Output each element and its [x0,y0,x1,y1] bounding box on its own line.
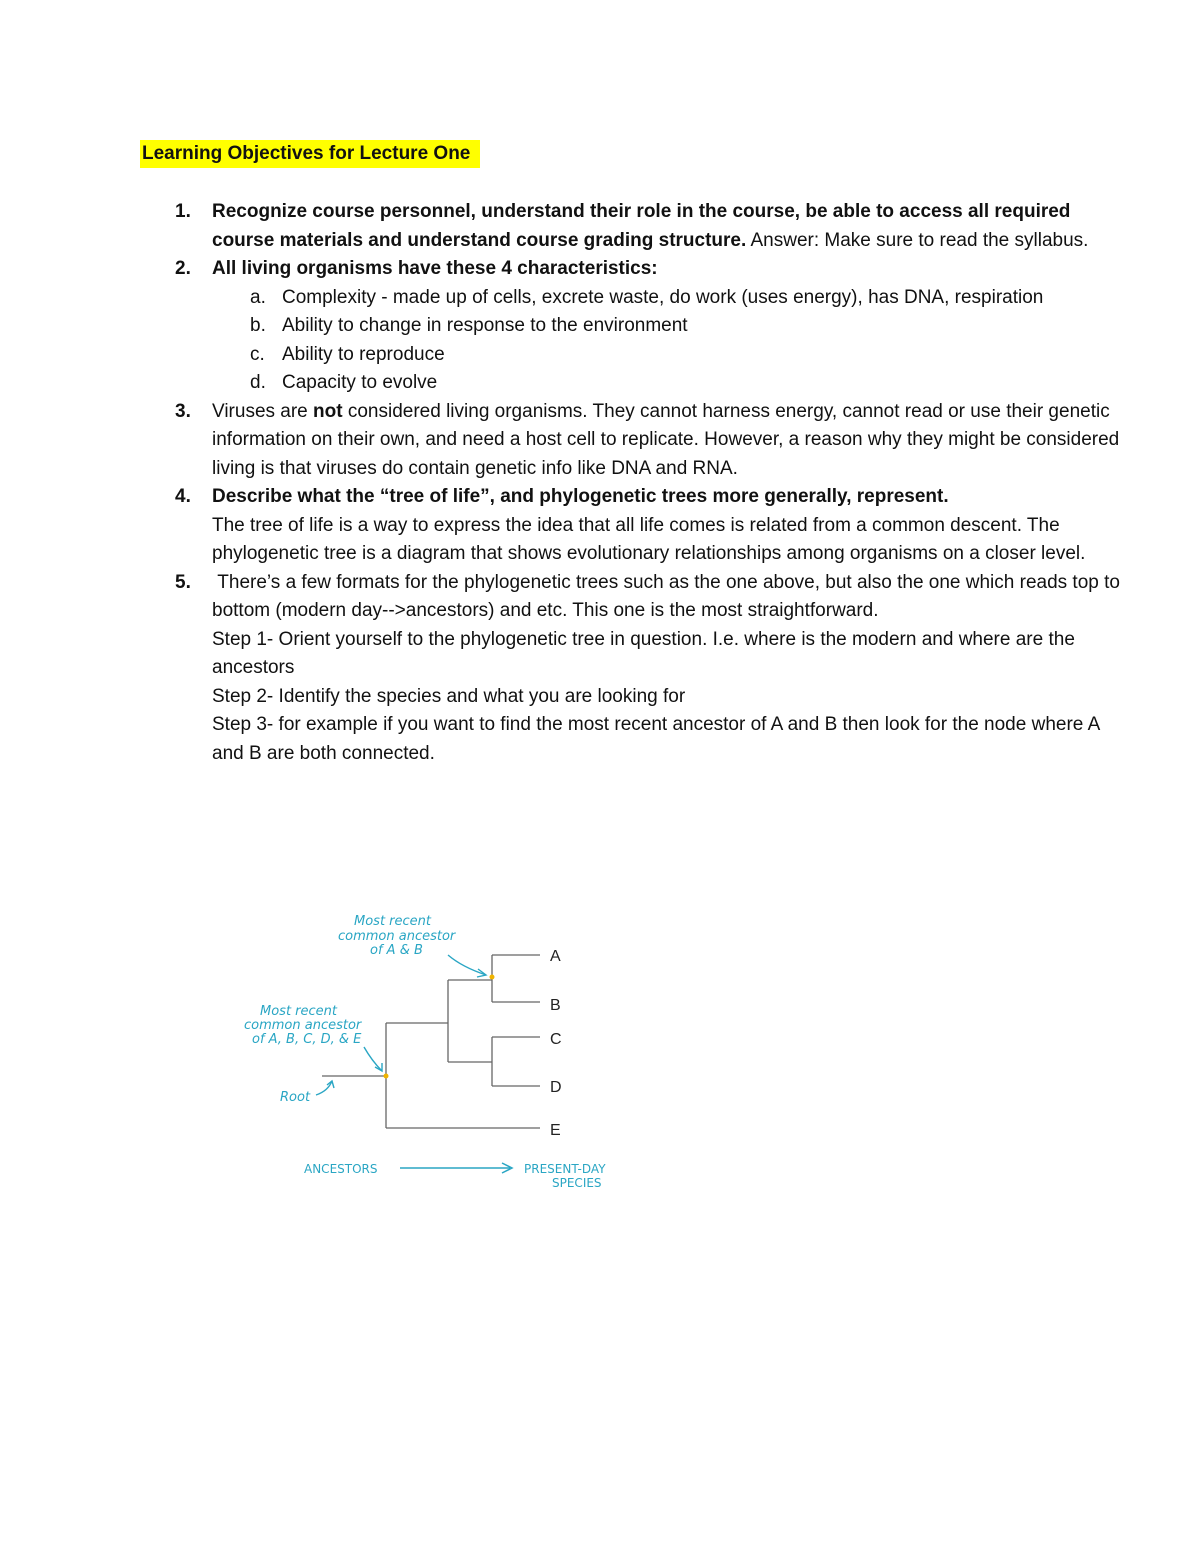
sublist-item [212,284,1130,313]
item-heading: All living organisms have these 4 characteristics: [212,258,658,279]
annotation-root [280,1081,334,1105]
item-text: Answer: Make sure to read the syllabus. [746,229,1089,251]
sublist-item [212,312,1130,341]
annotation-line: of A & B [370,943,423,958]
annotation-line: of A, B, C, D, & E [252,1032,362,1047]
page-title: Learning Objectives for Lecture One [140,140,480,168]
list-item [140,198,1130,255]
item-number: 1. [175,201,191,222]
ab-ancestor-node [490,975,495,980]
list-item [140,398,1130,484]
sub-letter: c. [250,343,265,365]
ancestors-label: ANCESTORS [304,1162,378,1176]
list-item [140,569,1130,769]
item-emphasis: not [313,400,343,422]
leaf-label-c: C [550,1031,562,1048]
list-item [140,483,1130,569]
arrow-to-ab-node [448,955,486,975]
annotation-line: Most recent [354,914,431,929]
arrow-to-root-node [364,1047,382,1071]
species-label: SPECIES [552,1176,602,1190]
item-text: considered living organisms. They cannot harness energy, cannot read or use their genetic information on their own, and need a host cell to replicate. However, a reason why they might be considered living is that viruses do contain genetic info like DNA and RNA. [212,400,1120,479]
leaf-label-a: A [550,948,561,965]
item-heading: Describe what the “tree of life”, and phylogenetic trees more generally, represent. [212,486,949,507]
root-ancestor-node [384,1074,389,1079]
item-heading: Recognize course personnel, understand their role in the course, be able to access all required course materials and understand course grading structure. [212,201,1071,251]
annotation-ab-ancestor [338,914,486,977]
item-text: Viruses are [212,400,314,422]
item-step: Step 2- Identify the species and what you are looking for [212,685,686,707]
list-item [140,255,1130,284]
item-number: 3. [175,400,191,422]
time-axis [304,1162,606,1190]
sub-text: Complexity - made up of cells, excrete waste, do work (uses energy), has DNA, respiration [282,286,1044,308]
sub-letter: d. [250,372,266,393]
item-number: 5. [175,571,191,593]
sub-text: Ability to reproduce [282,343,445,365]
sublist-item [212,369,1130,398]
annotation-root-ancestor [244,1004,382,1071]
leaf-label-b: B [550,997,561,1014]
sub-text: Ability to change in response to the environment [282,315,688,336]
item-paragraph: The tree of life is a way to express the idea that all life comes is related from a common descent. The phylogenetic tree is a diagram that shows evolutionary relationships among organisms on a closer level. [212,514,1086,564]
annotation-line: common ancestor [338,929,456,944]
sublist-item [212,341,1130,370]
item-step: Step 3- for example if you want to find the most recent ancestor of A and B then look for the node where A and B are both connected. [212,714,1100,764]
item-step: Step 1- Orient yourself to the phylogenetic tree in question. I.e. where is the modern and where are the ancestors [212,628,1075,678]
item-paragraph: There’s a few formats for the phylogenetic trees such as the one above, but also the one which reads top to bottom (modern day-->ancestors) and etc. This one is the most straightforward. [212,571,1126,621]
sub-text: Capacity to evolve [282,372,438,393]
leaf-label-d: D [550,1079,562,1096]
root-label: Root [280,1090,311,1105]
annotation-line: Most recent [260,1004,337,1019]
sublist [140,284,1130,398]
present-day-label: PRESENT-DAY [524,1162,606,1176]
leaf-label-e: E [550,1122,561,1139]
item-number: 4. [175,486,191,507]
annotation-line: common ancestor [244,1018,362,1033]
item-number: 2. [175,258,191,279]
objectives-list [140,198,1130,768]
sub-letter: a. [250,286,266,308]
sub-letter: b. [250,315,266,336]
phylogenetic-tree-figure [230,905,670,1205]
